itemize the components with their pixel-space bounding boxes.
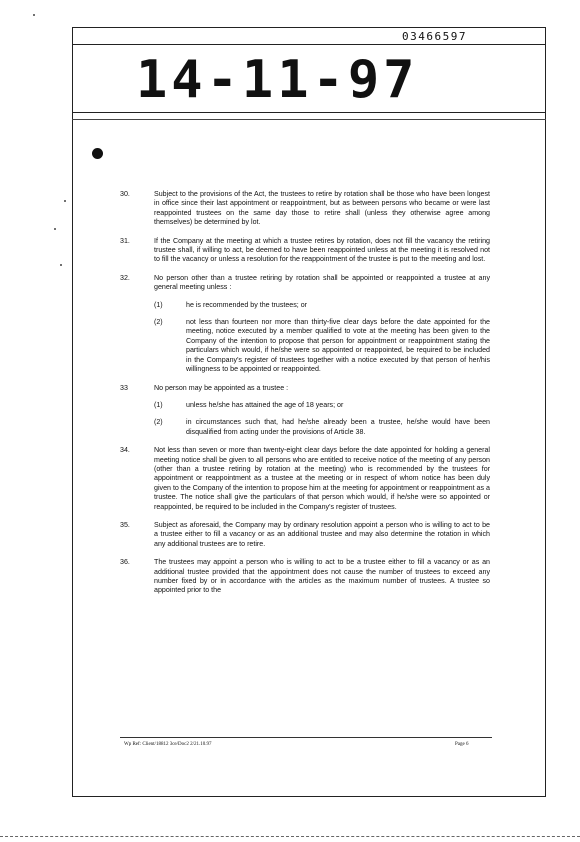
sub-clause-text: not less than fourteen nor more than thirty-five clear days before the date appointed for the meeting, notice executed by a member qualified to vote at the meeting has been given to the Company of the intention to propose that person for appointment or reappointment stating the particulars which would, if he/she were so appointed or reappointed, be required to be included in the Company's register of trustees together with a notice executed by that person of her/his willingness to be appointed or reappointed. [186, 318, 490, 374]
sub-clause [154, 418, 490, 437]
page-number: Page 6 [455, 742, 469, 747]
sub-clause [154, 318, 490, 374]
clause-number: 36. [120, 558, 130, 567]
clause-text: No person may be appointed as a trustee : [154, 383, 289, 392]
clause [120, 446, 490, 512]
sub-clause [154, 301, 490, 310]
clause-number: 33 [120, 383, 128, 392]
sub-clause-text: he is recommended by the trustees; or [186, 300, 308, 309]
clause [120, 558, 490, 596]
clause [120, 237, 490, 265]
sub-clause-text: in circumstances such that, had he/she already been a trustee, he/she would have been disqualified from acting under the provisions of Article 38. [186, 418, 490, 436]
footer-rule [120, 737, 492, 738]
clause [120, 521, 490, 549]
company-number: 03466597 [402, 30, 467, 43]
received-date-stamp: 14-11-97 [136, 50, 419, 110]
scan-speck [33, 14, 35, 16]
header-rule [72, 112, 546, 113]
scan-speck [54, 228, 56, 230]
header-rule-thin [72, 119, 546, 120]
clause-number: 30. [120, 190, 130, 198]
clause-number: 35. [120, 520, 130, 529]
punch-hole-mark [92, 148, 103, 159]
header-rule-top [72, 44, 546, 45]
clause-text: If the Company at the meeting at which a trustee retires by rotation, does not fill the vacancy the retiring trustee shall, if willing to act, be deemed to have been reappointed unless at the meeting it is resolved not to fill the vacancy or unless a resolution for the reappointment of the trustee is put to the meeting and lost. [154, 236, 490, 264]
clause-text: The trustees may appoint a person who is willing to act to be a trustee either to fill a vacancy or as an additional trustee provided that the appointment does not cause the number of trustees to exceed any number fixed by or in accordance with the articles as the maximum number of trustees. A trustee so appointed prior to the [154, 558, 490, 595]
clause-number: 31. [120, 236, 130, 245]
scan-speck [60, 264, 62, 266]
sub-clause-number: (1) [154, 300, 163, 309]
sub-clause-text: unless he/she has attained the age of 18 years; or [186, 400, 344, 409]
clause-text: No person other than a trustee retiring by rotation shall be appointed or reappointed a trustee at any general meeting unless : [154, 273, 490, 292]
scan-speck [64, 200, 66, 202]
clause-number: 34. [120, 446, 130, 455]
sub-clause-number: (2) [154, 418, 163, 427]
sub-clause-number: (2) [154, 318, 163, 327]
sub-clause-number: (1) [154, 400, 163, 409]
clause-text: Not less than seven or more than twenty-eight clear days before the date appointed for holding a general meeting notice shall be given to all persons who are entitled to receive notice of the meeting of any person (other than a trustee retiring by rotation at the meeting) who is recommended by the trustees for appointment or reappointment as a trustee at the meeting or in respect of whom notice has been duly given to the Company of the intention to propose him at the meeting for appointment or reappointment as a trustee. The notice shall give the particulars of that person which would, if he/she were so appointed or reappointed, be required to be included in the Company's register of trustees. [154, 446, 490, 511]
clause [120, 384, 490, 438]
clause-text: Subject as aforesaid, the Company may by ordinary resolution appoint a person who is willing to act to be a trustee either to fill a vacancy or as an additional trustee and may also determine the rotation in which any additional trustees are to retire. [154, 520, 490, 548]
clause-number: 32. [120, 273, 130, 282]
scan-edge-line [0, 836, 580, 837]
document-reference: Wp Ref: Client/18812 3ce/Doc2 2/21.10.97 [124, 742, 212, 747]
clause [120, 190, 490, 228]
clause-text: Subject to the provisions of the Act, the trustees to retire by rotation shall be those who have been longest in office since their last appointment or reappointment, but as between persons who became or were last reappointed trustees on the same day those to retire shall (unless they otherwise agree among themselves) be determined by lot. [154, 190, 490, 227]
articles-clauses [120, 190, 490, 605]
clause [120, 274, 490, 375]
sub-clause [154, 401, 490, 410]
